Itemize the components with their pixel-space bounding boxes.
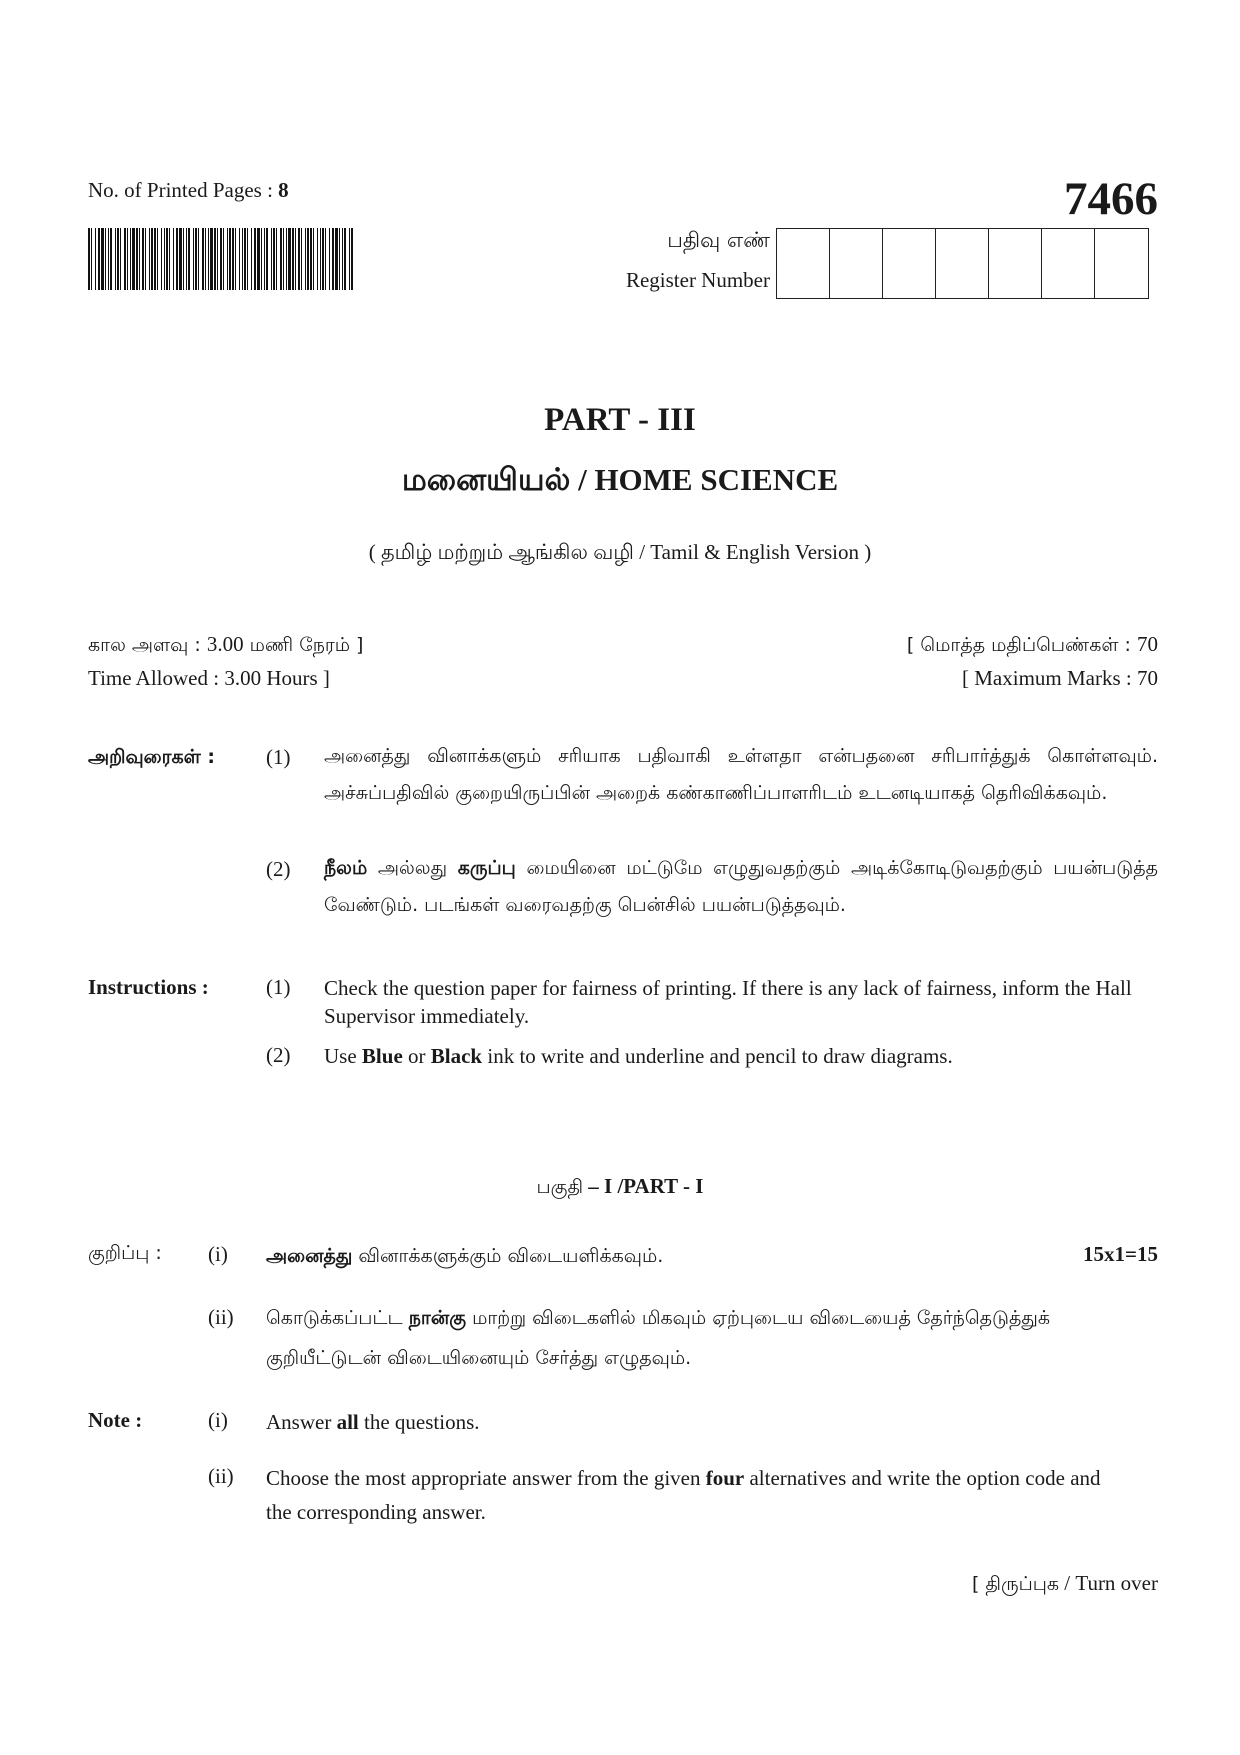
- barcode-bar: [214, 228, 216, 290]
- barcode-bar: [227, 228, 228, 290]
- barcode-bar: [332, 228, 334, 290]
- barcode-bar: [220, 228, 222, 290]
- register-digit-box[interactable]: [936, 229, 989, 298]
- barcode-bar: [342, 228, 343, 290]
- instructions-label-english: Instructions :: [88, 975, 209, 999]
- barcode-bar: [344, 228, 346, 290]
- note-label-tamil: குறிப்பு :: [88, 1242, 162, 1264]
- barcode-bar: [130, 228, 131, 290]
- barcode-bar: [307, 228, 309, 290]
- barcode-bar: [205, 228, 206, 290]
- barcode-bar: [264, 228, 265, 290]
- barcode-bar: [157, 228, 158, 290]
- barcode-bar: [151, 228, 153, 290]
- register-label-english: Register Number: [625, 268, 770, 292]
- barcode-bar: [164, 228, 165, 290]
- note-text-english-1: Answer all the questions.: [266, 1410, 480, 1434]
- barcode-bar: [266, 228, 268, 290]
- barcode-bar: [351, 228, 353, 290]
- marks-scheme: 15x1=15: [1083, 1242, 1158, 1266]
- barcode-bar: [210, 228, 213, 290]
- register-digit-box[interactable]: [830, 229, 883, 298]
- barcode-bar: [179, 228, 182, 290]
- barcode-bar: [193, 228, 194, 290]
- barcode-bar: [176, 228, 178, 290]
- barcode-bar: [335, 228, 338, 290]
- note-number: (ii): [208, 1464, 234, 1488]
- barcode-bar: [183, 228, 184, 290]
- barcode-bar: [322, 228, 324, 290]
- barcode-bar: [139, 228, 140, 290]
- barcode-bar: [120, 228, 121, 290]
- barcode-bar: [115, 228, 116, 290]
- barcode-bar: [145, 228, 146, 290]
- register-digit-box[interactable]: [1042, 229, 1095, 298]
- barcode-bar: [257, 228, 260, 290]
- barcode-bar: [273, 228, 275, 290]
- barcode-bar: [149, 228, 150, 290]
- register-digit-box[interactable]: [777, 229, 830, 298]
- instruction-text-english-2: Use Blue or Black ink to write and underline and pencil to draw diagrams.: [324, 1044, 953, 1068]
- note-number: (i): [208, 1408, 228, 1432]
- max-marks-tamil: [ மொத்த மதிப்பெண்கள் : 70: [906, 632, 1158, 656]
- instruction-number: (1): [266, 975, 291, 999]
- barcode-bar: [161, 228, 162, 290]
- barcode-bar: [295, 228, 296, 290]
- barcode-bar: [271, 228, 272, 290]
- note-label-english: Note :: [88, 1408, 143, 1432]
- register-digit-box[interactable]: [1095, 229, 1148, 298]
- register-label-tamil: பதிவு எண்: [667, 228, 770, 252]
- barcode-bar: [198, 228, 199, 290]
- barcode-bar: [136, 228, 138, 290]
- barcode-icon: [88, 228, 354, 290]
- time-allowed-english: Time Allowed : 3.00 Hours ]: [88, 666, 330, 690]
- barcode-bar: [186, 228, 187, 290]
- barcode-bar: [217, 228, 218, 290]
- register-digit-box[interactable]: [989, 229, 1042, 298]
- barcode-bar: [310, 228, 312, 290]
- instruction-text-tamil-2: நீலம் அல்லது கருப்பு மையினை மட்டுமே எழுதுவதற்கும் அடிக்கோடிடுவதற்கும் பயன்படுத்த வேண்டும். படங்கள் வரைவதற்கு பென்சில் பயன்படுத்தவும்.: [324, 857, 1158, 916]
- register-digit-box[interactable]: [883, 229, 936, 298]
- instruction-text-tamil-1: அனைத்து வினாக்களும் சரியாக பதிவாகி உள்ளதா என்பதனை சரிபார்த்துக் கொள்ளவும். அச்சுப்பதிவில் குறையிருப்பின் அறைக் கண்காணிப்பாளரிடம் உடனடியாகத் தெரிவிக்கவும்.: [324, 745, 1158, 804]
- register-number-boxes[interactable]: [776, 228, 1149, 299]
- time-allowed-tamil: கால அளவு : 3.00 மணி நேரம் ]: [88, 632, 364, 656]
- instruction-number: (1): [266, 745, 291, 769]
- barcode-bar: [166, 228, 168, 290]
- barcode-bar: [317, 228, 318, 290]
- barcode-bar: [301, 228, 302, 290]
- instruction-text-english-1: Check the question paper for fairness of printing. If there is any lack of fairness, inform the Hall Supervisor immediately.: [324, 976, 1132, 1028]
- note-number: (ii): [208, 1305, 234, 1329]
- barcode-bar: [254, 228, 256, 290]
- note-number: (i): [208, 1242, 228, 1266]
- barcode-bar: [142, 228, 144, 290]
- version-line: ( தமிழ் மற்றும் ஆங்கில வழி / Tamil & English Version ): [368, 540, 872, 564]
- barcode-bar: [188, 228, 190, 290]
- barcode-bar: [313, 228, 314, 290]
- barcode-bar: [280, 228, 282, 290]
- printed-pages: No. of Printed Pages : 8: [88, 178, 289, 202]
- instruction-number: (2): [266, 857, 291, 881]
- barcode-bar: [349, 228, 350, 290]
- max-marks-english: [ Maximum Marks : 70: [962, 666, 1158, 690]
- note-text-tamil-2: கொடுக்கப்பட்ட நான்கு மாற்று விடைகளில் மிகவும் ஏற்புடைய விடையைத் தேர்ந்தெடுத்துக் குறியீட்டுடன் விடையினையும் சேர்த்து எழுதவும்.: [266, 1307, 1051, 1369]
- barcode-bar: [154, 228, 156, 290]
- barcode-bar: [132, 228, 135, 290]
- barcode-bar: [108, 228, 109, 290]
- barcode-bar: [320, 228, 321, 290]
- barcode-bar: [242, 228, 243, 290]
- barcode-bar: [261, 228, 262, 290]
- barcode-bar: [298, 228, 300, 290]
- barcode-bar: [127, 228, 128, 290]
- barcode-bar: [239, 228, 240, 290]
- printed-pages-value: 8: [278, 178, 289, 202]
- barcode-bar: [251, 228, 252, 290]
- barcode-bar: [105, 228, 106, 290]
- barcode-bar: [101, 228, 104, 290]
- part-title: PART - III: [544, 402, 696, 438]
- barcode-bar: [195, 228, 197, 290]
- barcode-bar: [325, 228, 326, 290]
- barcode-bar: [276, 228, 277, 290]
- turn-over: [ திருப்புக / Turn over: [971, 1571, 1158, 1595]
- barcode-bar: [305, 228, 306, 290]
- barcode-bar: [339, 228, 340, 290]
- barcode-bar: [91, 228, 92, 290]
- barcode-bar: [169, 228, 170, 290]
- barcode-bar: [173, 228, 174, 290]
- barcode-bar: [283, 228, 284, 290]
- barcode-bar: [117, 228, 119, 290]
- barcode-bar: [244, 228, 246, 290]
- instructions-label-tamil: அறிவுரைகள் :: [88, 746, 215, 768]
- barcode-bar: [232, 228, 234, 290]
- barcode-bar: [110, 228, 112, 290]
- barcode-bar: [247, 228, 248, 290]
- barcode-bar: [329, 228, 330, 290]
- barcode-bar: [229, 228, 231, 290]
- barcode-bar: [208, 228, 209, 290]
- paper-code: 7466: [1064, 173, 1158, 225]
- barcode-bar: [202, 228, 204, 290]
- barcode-bar: [124, 228, 126, 290]
- note-text-tamil-1: அனைத்து வினாக்களுக்கும் விடையளிக்கவும்.: [266, 1245, 664, 1267]
- note-text-english-2: Choose the most appropriate answer from the given four alternatives and write the option code and the corresponding answer.: [266, 1466, 1101, 1524]
- subject-title: மனையியல் / HOME SCIENCE: [401, 462, 839, 498]
- barcode-bar: [288, 228, 291, 290]
- barcode-bar: [98, 228, 100, 290]
- instruction-number: (2): [266, 1043, 291, 1067]
- barcode-bar: [292, 228, 294, 290]
- section-heading: பகுதி – I /PART - I: [536, 1174, 704, 1198]
- barcode-bar: [286, 228, 287, 290]
- barcode-bar: [223, 228, 224, 290]
- barcode-bar: [88, 228, 90, 290]
- barcode-bar: [235, 228, 236, 290]
- barcode-bar: [95, 228, 96, 290]
